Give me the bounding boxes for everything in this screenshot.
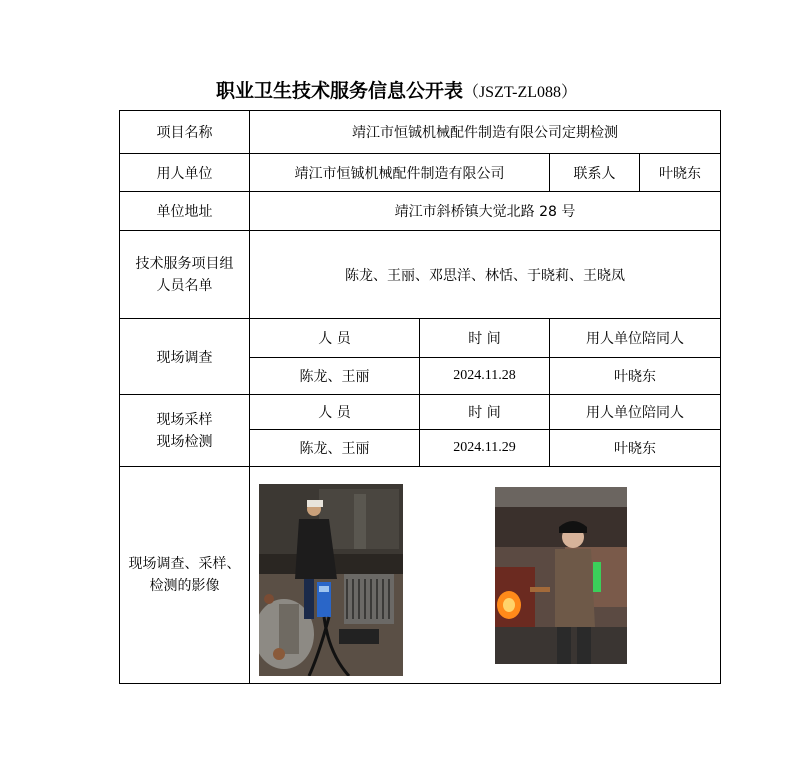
row-employer: [120, 154, 721, 192]
employer-label: 用人单位: [120, 154, 250, 192]
sampling-personnel: 陈龙、王丽: [250, 430, 420, 467]
info-table: [119, 110, 721, 684]
address-label: 单位地址: [120, 192, 250, 231]
sampling-label: [120, 395, 250, 467]
title-code: （JSZT-ZL088）: [462, 84, 578, 101]
sampling-time: 2024.11.29: [420, 430, 550, 467]
images-label-line1: 现场调查、采样、: [128, 556, 241, 572]
contact-label: 联系人: [550, 154, 640, 192]
survey-header-time: 时 间: [420, 319, 550, 358]
team-value: 陈龙、王丽、邓思洋、林恬、于晓莉、王晓凤: [250, 231, 721, 319]
photos-container: [250, 467, 720, 683]
sampling-header-time: 时 间: [420, 395, 550, 430]
project-value: 靖江市恒铖机械配件制造有限公司定期检测: [250, 111, 721, 154]
page-title: [0, 76, 793, 103]
survey-personnel: 陈龙、王丽: [250, 358, 420, 395]
survey-time: 2024.11.28: [420, 358, 550, 395]
images-label: [120, 467, 250, 684]
survey-label: 现场调查: [120, 319, 250, 395]
row-survey-header: [120, 319, 721, 358]
site-photo-1: [259, 484, 403, 676]
team-label-line2: 人员名单: [156, 277, 213, 294]
survey-escort: 叶晓东: [550, 358, 721, 395]
images-label-line2: 检测的影像: [149, 578, 220, 594]
site-photo-2: [495, 487, 627, 664]
team-label: [120, 231, 250, 319]
row-team: [120, 231, 721, 319]
sampling-header-escort: 用人单位陪同人: [550, 395, 721, 430]
project-label: 项目名称: [120, 111, 250, 154]
survey-header-personnel: 人 员: [250, 319, 420, 358]
sampling-label-line2: 现场检测: [156, 433, 213, 450]
row-project: [120, 111, 721, 154]
sampling-header-personnel: 人 员: [250, 395, 420, 430]
team-label-line1: 技术服务项目组: [135, 255, 234, 272]
row-sampling-header: [120, 395, 721, 430]
employer-value: 靖江市恒铖机械配件制造有限公司: [250, 154, 550, 192]
sampling-escort: 叶晓东: [550, 430, 721, 467]
row-images: [120, 467, 721, 684]
contact-value: 叶晓东: [640, 154, 721, 192]
survey-header-escort: 用人单位陪同人: [550, 319, 721, 358]
sampling-label-line1: 现场采样: [156, 411, 213, 428]
title-main: 职业卫生技术服务信息公开表: [215, 80, 463, 102]
address-value: 靖江市斜桥镇大觉北路 28 号: [250, 192, 721, 231]
images-cell: [250, 467, 721, 684]
row-address: [120, 192, 721, 231]
